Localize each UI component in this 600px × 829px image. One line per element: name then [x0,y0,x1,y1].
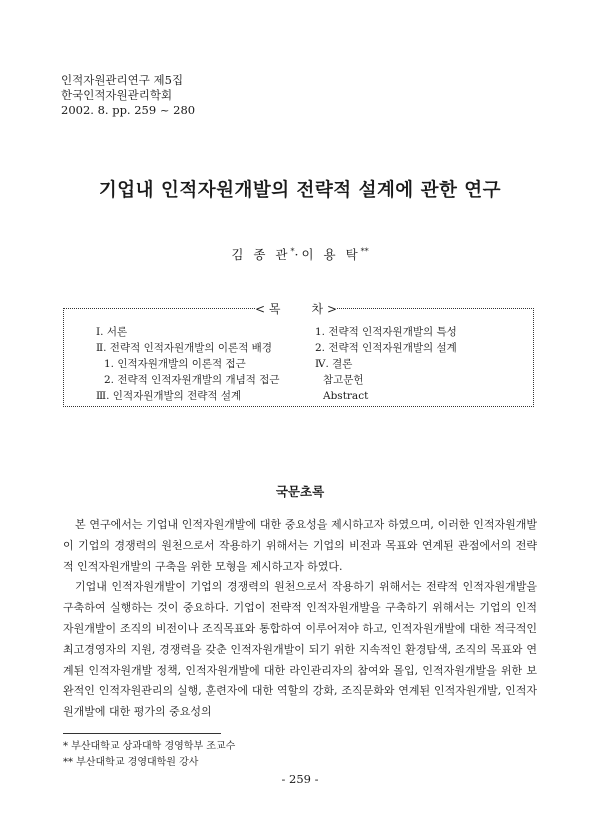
page-number: - 259 - [281,772,319,786]
toc-item: 2. 전략적 인적자원개발의 개념적 접근 [104,374,280,386]
abstract-body [63,515,537,723]
paper-title: 기업내 인적자원개발의 전략적 설계에 관한 연구 [98,180,502,201]
journal-name: 인적자원관리연구 제5집 [61,73,184,87]
toc-item: 1. 인적자원개발의 이론적 접근 [104,358,246,370]
abstract-paragraph-2: 기업내 인적자원개발이 기업의 경쟁력의 원천으로서 작용하기 위해서는 전략적 인적자원개발을 구축하여 실행하는 것이 중요하다. 기업이 전략적 인적자원개발을 구축하기 위해서는 기업의 인적자원개발이 조직의 비전이나 조직목표와 통합하여 이루어져야 하고, 인적자원개발에 대한 적극적인 최고경영자의 지원, 경쟁력을 갖춘 인적자원개발이 되기 위한 지속적인 환경탐색, 조직의 목표와 연계된 인적자원개발 정책, 인적자원개발에 대한 라인관리자의 참여와 몰입, 인적자원개발을 위한 보완적인 인적자원관리의 실행, 훈련자에 대한 역할의 강화, 조직문화와 연계된 인적자원개발, 인적자원개발에 대한 평가의 중요성의 [63,580,537,719]
footnotes [63,739,235,771]
toc-heading-left: < 목 [255,302,281,316]
author-1: 김 종 관 [231,247,291,262]
issue-pages: 2002. 8. pp. 259 ~ 280 [61,103,196,117]
journal-info [61,73,195,118]
toc-item: Ⅰ. 서론 [96,326,128,338]
toc-right-column [315,324,457,404]
toc-heading-right: 차 > [311,302,337,316]
toc-item: 참고문헌 [323,374,364,386]
society-name: 한국인적자원관리학회 [61,88,173,102]
author-1-mark: * [290,246,295,256]
footnote-2: ** 부산대학교 경영대학원 강사 [63,757,199,768]
author-separator: · [294,247,302,262]
authors [0,245,600,263]
toc-item: Ⅳ. 결론 [315,358,353,370]
toc-item: 1. 전략적 인적자원개발의 특성 [315,326,457,338]
toc-heading [255,300,337,317]
footnote-1: * 부산대학교 상과대학 경영학부 조교수 [63,741,236,752]
author-2: 이 용 탁 [301,247,361,262]
abstract-heading: 국문초록 [275,484,325,499]
toc-item: 2. 전략적 인적자원개발의 설계 [315,342,457,354]
author-2-mark: ** [360,246,369,256]
toc-item: Abstract [323,390,369,402]
toc-left-column [96,324,280,404]
footnote-rule [63,733,221,734]
toc-item: Ⅱ. 전략적 인적자원개발의 이론적 배경 [96,342,272,354]
toc-item: Ⅲ. 인적자원개발의 전략적 설계 [96,390,242,402]
abstract-paragraph-1: 본 연구에서는 기업내 인적자원개발에 대한 중요성을 제시하고자 하였으며, 이러한 인적자원개발이 기업의 경쟁력의 원천으로서 작용하기 위해서는 기업의 비전과 목표와 연계된 관점에서의 전략적 인적자원개발의 구축을 위한 모형을 제시하고자 하였다. [63,518,537,573]
